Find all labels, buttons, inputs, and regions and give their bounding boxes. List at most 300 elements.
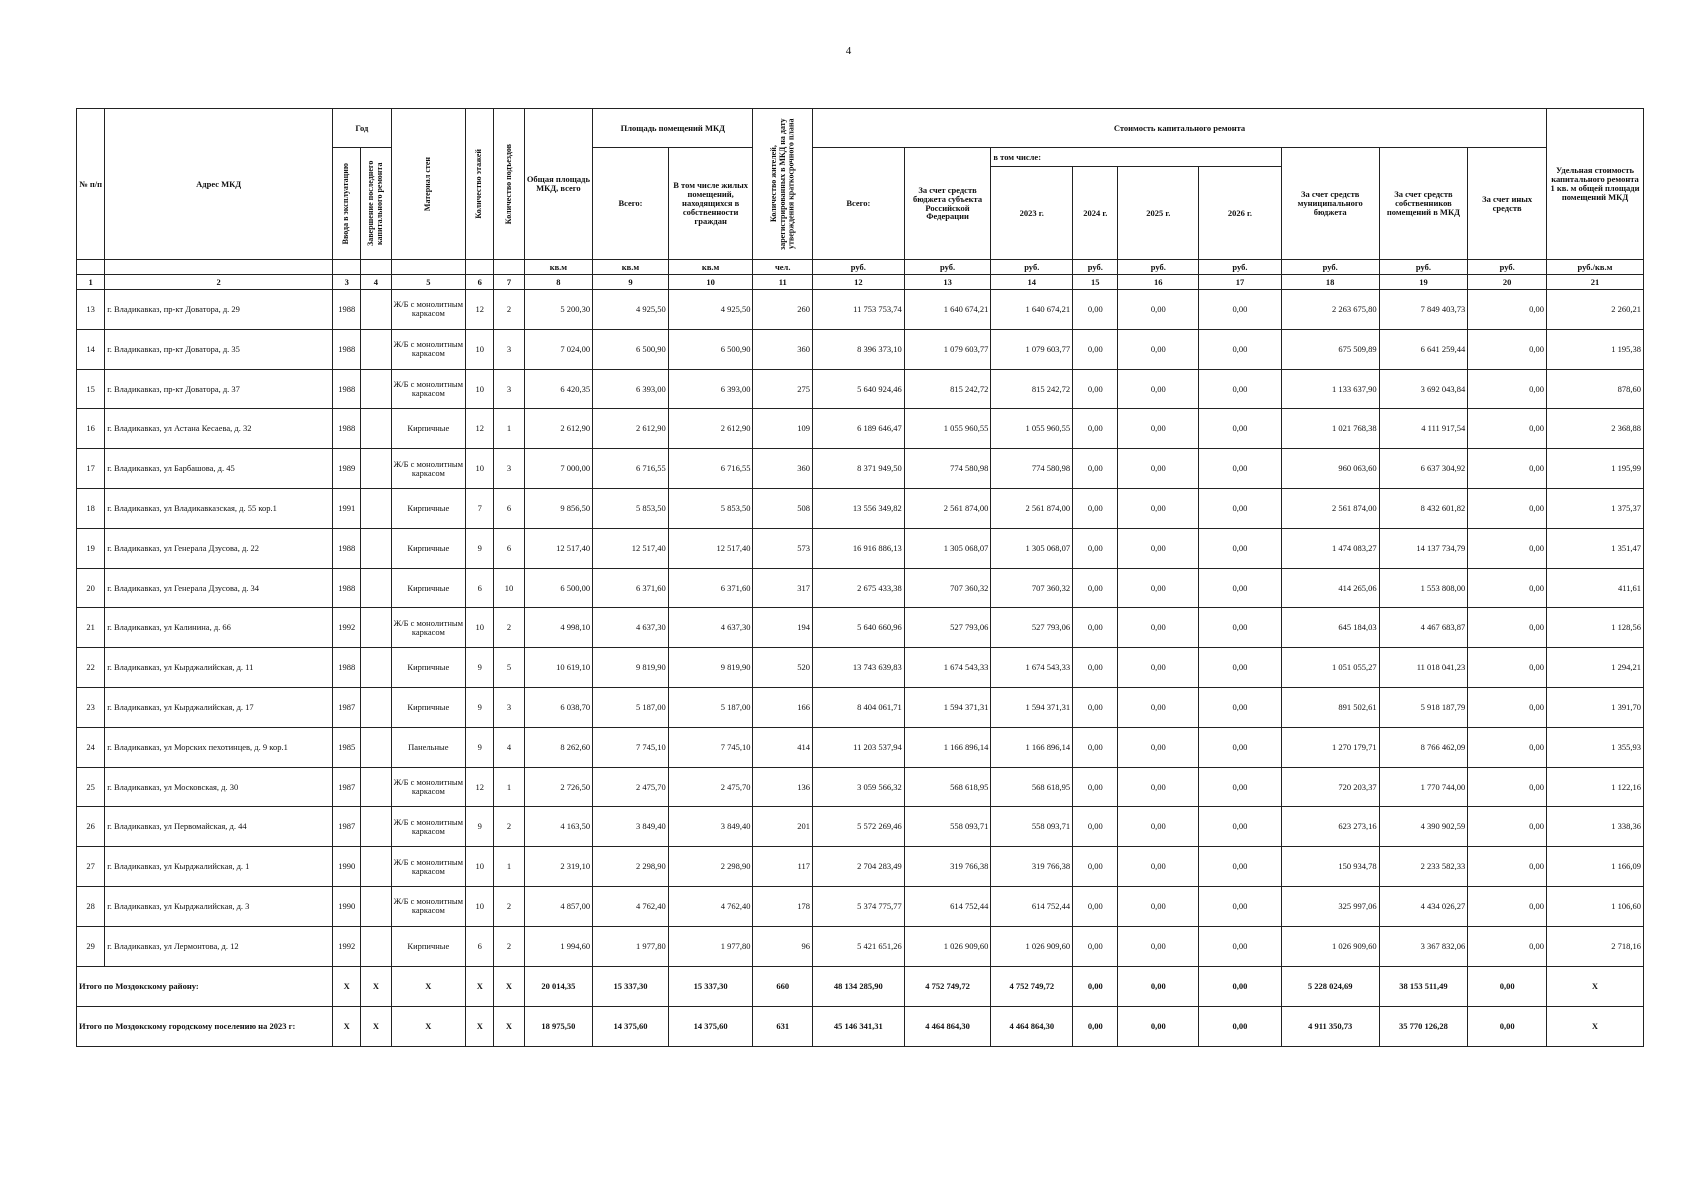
table-cell: 1 977,80: [668, 926, 753, 966]
header-cost-other: За счет иных средств: [1468, 148, 1547, 260]
header-incl: в том числе:: [991, 148, 1281, 167]
table-cell: 0,00: [1468, 488, 1547, 528]
table-cell: 1 305 068,07: [904, 528, 991, 568]
table-cell: 0,00: [1073, 687, 1118, 727]
table-cell: 891 502,61: [1281, 687, 1379, 727]
unit-cell: [333, 260, 361, 275]
header-residents: [753, 109, 812, 260]
header-year-group: Год: [333, 109, 391, 148]
header-unit-cost: Удельная стоимость капитального ремонта 1 кв. м общей площади помещений МКД: [1547, 109, 1644, 260]
table-cell: 0,00: [1073, 488, 1118, 528]
header-area-group: Площадь помещений МКД: [593, 109, 753, 148]
table-cell: 12: [466, 409, 494, 449]
table-cell: 4 762,40: [668, 886, 753, 926]
table-cell: [361, 687, 391, 727]
header-floors: [466, 109, 494, 260]
table-cell: 2 298,90: [593, 847, 669, 887]
table-cell: 11 753 753,74: [812, 290, 904, 330]
table-cell: 1 166,09: [1547, 847, 1644, 887]
total-cell: 4 464 864,30: [991, 1006, 1073, 1046]
total-cell: Х: [391, 1006, 466, 1046]
table-cell: 3 367 832,06: [1379, 926, 1468, 966]
table-cell: 1: [494, 847, 524, 887]
table-cell: 6 637 304,92: [1379, 449, 1468, 489]
total-row: [77, 1006, 1644, 1046]
table-row: [77, 727, 1644, 767]
table-cell: 1 055 960,55: [991, 409, 1073, 449]
total-cell: Х: [333, 966, 361, 1006]
table-cell: 1988: [333, 568, 361, 608]
table-cell: г. Владикавказ, ул Астана Кесаева, д. 32: [105, 409, 333, 449]
table-cell: 5 640 924,46: [812, 369, 904, 409]
table-cell: 2 319,10: [524, 847, 593, 887]
table-cell: г. Владикавказ, ул Лермонтова, д. 12: [105, 926, 333, 966]
table-cell: 0,00: [1073, 329, 1118, 369]
table-cell: 1990: [333, 886, 361, 926]
table-cell: 7 024,00: [524, 329, 593, 369]
table-cell: 4: [494, 727, 524, 767]
table-cell: 9: [466, 727, 494, 767]
table-cell: 3 059 566,32: [812, 767, 904, 807]
column-number: 11: [753, 275, 812, 290]
table-cell: 0,00: [1199, 807, 1282, 847]
table-cell: 414 265,06: [1281, 568, 1379, 608]
table-cell: 6: [466, 568, 494, 608]
table-cell: 4 434 026,27: [1379, 886, 1468, 926]
table-cell: 2 260,21: [1547, 290, 1644, 330]
column-number: 8: [524, 275, 593, 290]
table-cell: 614 752,44: [991, 886, 1073, 926]
header-entrances: [494, 109, 524, 260]
header-y2024: 2024 г.: [1073, 167, 1118, 260]
table-cell: 0,00: [1118, 369, 1199, 409]
table-cell: 3 849,40: [668, 807, 753, 847]
table-cell: [361, 568, 391, 608]
table-cell: 166: [753, 687, 812, 727]
table-cell: 178: [753, 886, 812, 926]
table-cell: Кирпичные: [391, 488, 466, 528]
table-cell: 3: [494, 369, 524, 409]
unit-cell: [361, 260, 391, 275]
header-cost-group: Стоимость капитального ремонта: [812, 109, 1546, 148]
table-cell: 109: [753, 409, 812, 449]
table-cell: 24: [77, 727, 105, 767]
table-cell: 8 432 601,82: [1379, 488, 1468, 528]
table-cell: 13 556 349,82: [812, 488, 904, 528]
table-cell: 0,00: [1468, 608, 1547, 648]
table-cell: 0,00: [1199, 449, 1282, 489]
table-cell: 2 368,88: [1547, 409, 1644, 449]
table-cell: г. Владикавказ, ул Барбашова, д. 45: [105, 449, 333, 489]
table-cell: г. Владикавказ, ул Кырджалийская, д. 3: [105, 886, 333, 926]
table-cell: 1987: [333, 807, 361, 847]
table-cell: 2 263 675,80: [1281, 290, 1379, 330]
total-cell: 0,00: [1073, 966, 1118, 1006]
table-cell: 1985: [333, 727, 361, 767]
table-cell: 136: [753, 767, 812, 807]
table-cell: 2 561 874,00: [991, 488, 1073, 528]
table-cell: 7 745,10: [593, 727, 669, 767]
table-cell: 0,00: [1199, 568, 1282, 608]
capital-repair-table: [76, 108, 1644, 1047]
unit-cell: кв.м: [524, 260, 593, 275]
table-cell: 508: [753, 488, 812, 528]
table-cell: 1 305 068,07: [991, 528, 1073, 568]
total-cell: 4 752 749,72: [991, 966, 1073, 1006]
total-cell: 4 911 350,73: [1281, 1006, 1379, 1046]
table-row: [77, 767, 1644, 807]
header-y2023: 2023 г.: [991, 167, 1073, 260]
table-cell: 16: [77, 409, 105, 449]
total-cell: Х: [1547, 966, 1644, 1006]
table-cell: 5 640 660,96: [812, 608, 904, 648]
unit-cell: [105, 260, 333, 275]
table-cell: 12: [466, 767, 494, 807]
table-cell: 1 375,37: [1547, 488, 1644, 528]
table-cell: 0,00: [1118, 329, 1199, 369]
table-cell: 4 637,30: [593, 608, 669, 648]
table-cell: 0,00: [1118, 528, 1199, 568]
total-label: Итого по Моздокскому городскому поселению на 2023 г:: [77, 1006, 333, 1046]
table-cell: 1 553 808,00: [1379, 568, 1468, 608]
table-cell: 25: [77, 767, 105, 807]
table-cell: 14: [77, 329, 105, 369]
table-cell: 0,00: [1468, 409, 1547, 449]
table-cell: 8 404 061,71: [812, 687, 904, 727]
table-cell: 1 977,80: [593, 926, 669, 966]
table-cell: 12: [466, 290, 494, 330]
table-cell: Ж/Б с монолитным каркасом: [391, 807, 466, 847]
table-cell: 7 000,00: [524, 449, 593, 489]
unit-cell: [494, 260, 524, 275]
table-cell: 0,00: [1073, 886, 1118, 926]
table-cell: 0,00: [1468, 648, 1547, 688]
table-cell: 194: [753, 608, 812, 648]
unit-cell: руб.: [1281, 260, 1379, 275]
table-cell: [361, 290, 391, 330]
table-cell: г. Владикавказ, ул Генерала Дзусова, д. 34: [105, 568, 333, 608]
table-cell: 9 819,90: [593, 648, 669, 688]
table-cell: 6 500,90: [668, 329, 753, 369]
header-area-living: В том числе жилых помещений, находящихся в собственности граждан: [668, 148, 753, 260]
table-cell: г. Владикавказ, ул Первомайская, д. 44: [105, 807, 333, 847]
table-cell: 0,00: [1073, 847, 1118, 887]
total-cell: 0,00: [1199, 1006, 1282, 1046]
table-cell: 7 849 403,73: [1379, 290, 1468, 330]
table-cell: 7 745,10: [668, 727, 753, 767]
table-cell: 1 051 055,27: [1281, 648, 1379, 688]
table-cell: 2 704 283,49: [812, 847, 904, 887]
table-cell: 2 233 582,33: [1379, 847, 1468, 887]
column-number: 13: [904, 275, 991, 290]
table-cell: 0,00: [1199, 329, 1282, 369]
header-year-commission: [333, 148, 361, 260]
table-cell: 1987: [333, 767, 361, 807]
table-cell: Ж/Б с монолитным каркасом: [391, 767, 466, 807]
table-cell: 0,00: [1199, 926, 1282, 966]
header-cost-subject: За счет средств бюджета субъекта Российской Федерации: [904, 148, 991, 260]
table-cell: Панельные: [391, 727, 466, 767]
table-cell: 0,00: [1199, 687, 1282, 727]
table-cell: 10: [466, 608, 494, 648]
table-cell: 11 018 041,23: [1379, 648, 1468, 688]
table-cell: 1 294,21: [1547, 648, 1644, 688]
table-cell: 0,00: [1468, 568, 1547, 608]
total-cell: Х: [1547, 1006, 1644, 1046]
table-cell: 1 270 179,71: [1281, 727, 1379, 767]
column-number: 3: [333, 275, 361, 290]
table-cell: 0,00: [1199, 528, 1282, 568]
table-cell: 878,60: [1547, 369, 1644, 409]
unit-cell: руб.: [1118, 260, 1199, 275]
table-cell: 7: [466, 488, 494, 528]
table-cell: 1988: [333, 648, 361, 688]
table-cell: 2 561 874,00: [904, 488, 991, 528]
table-cell: 414: [753, 727, 812, 767]
table-cell: 360: [753, 329, 812, 369]
unit-cell: руб.: [991, 260, 1073, 275]
table-cell: 16 916 886,13: [812, 528, 904, 568]
table-cell: 0,00: [1118, 807, 1199, 847]
table-row: [77, 528, 1644, 568]
table-cell: г. Владикавказ, ул Морских пехотинцев, д. 9 кор.1: [105, 727, 333, 767]
table-cell: 1 195,38: [1547, 329, 1644, 369]
column-number: 18: [1281, 275, 1379, 290]
table-cell: 275: [753, 369, 812, 409]
table-cell: 96: [753, 926, 812, 966]
table-cell: 1 474 083,27: [1281, 528, 1379, 568]
unit-cell: руб.: [1073, 260, 1118, 275]
table-cell: 3: [494, 687, 524, 727]
table-cell: 0,00: [1118, 488, 1199, 528]
table-cell: 5 853,50: [668, 488, 753, 528]
table-cell: 6 500,00: [524, 568, 593, 608]
total-cell: Х: [466, 1006, 494, 1046]
table-cell: 2 561 874,00: [1281, 488, 1379, 528]
table-cell: 4 925,50: [668, 290, 753, 330]
header-floors-text: Количество этажей: [474, 149, 484, 219]
table-cell: г. Владикавказ, пр-кт Доватора, д. 35: [105, 329, 333, 369]
table-cell: 2 475,70: [593, 767, 669, 807]
table-cell: 5 187,00: [593, 687, 669, 727]
table-cell: Кирпичные: [391, 926, 466, 966]
table-cell: 1 122,16: [1547, 767, 1644, 807]
table-cell: 4 637,30: [668, 608, 753, 648]
table-cell: 1991: [333, 488, 361, 528]
table-cell: 6 393,00: [593, 369, 669, 409]
table-cell: 0,00: [1468, 847, 1547, 887]
table-cell: 1 128,56: [1547, 608, 1644, 648]
header-entrances-text: Количество подъездов: [503, 143, 513, 225]
table-cell: 19: [77, 528, 105, 568]
table-cell: 0,00: [1199, 369, 1282, 409]
total-cell: 0,00: [1073, 1006, 1118, 1046]
table-cell: 10: [466, 329, 494, 369]
unit-cell: руб./кв.м: [1547, 260, 1644, 275]
table-cell: [361, 648, 391, 688]
total-label: Итого по Моздокскому району:: [77, 966, 333, 1006]
table-cell: 10: [466, 847, 494, 887]
table-cell: 960 063,60: [1281, 449, 1379, 489]
header-year-last-repair-text: Завершение последнего капитального ремонта: [366, 160, 384, 247]
table-cell: 1 594 371,31: [904, 687, 991, 727]
table-cell: 1 079 603,77: [904, 329, 991, 369]
table-cell: 29: [77, 926, 105, 966]
table-cell: Ж/Б с монолитным каркасом: [391, 290, 466, 330]
table-cell: [361, 847, 391, 887]
table-cell: 4 857,00: [524, 886, 593, 926]
table-cell: 0,00: [1468, 767, 1547, 807]
table-cell: 0,00: [1073, 926, 1118, 966]
table-row: [77, 568, 1644, 608]
column-number: 19: [1379, 275, 1468, 290]
table-cell: 21: [77, 608, 105, 648]
table-cell: 0,00: [1118, 449, 1199, 489]
total-cell: 4 464 864,30: [904, 1006, 991, 1046]
total-cell: 15 337,30: [668, 966, 753, 1006]
table-cell: г. Владикавказ, ул Кырджалийская, д. 1: [105, 847, 333, 887]
total-cell: 5 228 024,69: [1281, 966, 1379, 1006]
table-cell: 1 026 909,60: [1281, 926, 1379, 966]
table-row: [77, 926, 1644, 966]
table-cell: 1 594 371,31: [991, 687, 1073, 727]
table-cell: 0,00: [1468, 449, 1547, 489]
table-cell: г. Владикавказ, пр-кт Доватора, д. 37: [105, 369, 333, 409]
table-cell: 0,00: [1073, 807, 1118, 847]
table-cell: [361, 926, 391, 966]
table-cell: 1: [494, 767, 524, 807]
table-cell: 1 106,60: [1547, 886, 1644, 926]
table-cell: 0,00: [1118, 926, 1199, 966]
table-cell: 319 766,38: [904, 847, 991, 887]
table-cell: 10: [466, 886, 494, 926]
table-cell: 10: [466, 449, 494, 489]
table-cell: 17: [77, 449, 105, 489]
table-cell: 1 021 768,38: [1281, 409, 1379, 449]
table-cell: 0,00: [1199, 409, 1282, 449]
table-cell: Кирпичные: [391, 568, 466, 608]
table-cell: 18: [77, 488, 105, 528]
total-cell: 631: [753, 1006, 812, 1046]
column-number: 9: [593, 275, 669, 290]
table-cell: 9: [466, 528, 494, 568]
table-cell: 5 187,00: [668, 687, 753, 727]
unit-cell: кв.м: [593, 260, 669, 275]
table-row: [77, 449, 1644, 489]
table-cell: 23: [77, 687, 105, 727]
header-wall-material: [391, 109, 466, 260]
table-cell: [361, 329, 391, 369]
table-cell: 558 093,71: [904, 807, 991, 847]
total-cell: Х: [391, 966, 466, 1006]
table-cell: 8 396 373,10: [812, 329, 904, 369]
table-cell: 0,00: [1468, 329, 1547, 369]
table-cell: 1 640 674,21: [904, 290, 991, 330]
total-cell: 18 975,50: [524, 1006, 593, 1046]
total-cell: 4 752 749,72: [904, 966, 991, 1006]
table-cell: г. Владикавказ, ул Кырджалийская, д. 17: [105, 687, 333, 727]
table-cell: 12 517,40: [524, 528, 593, 568]
page-number: 4: [845, 45, 852, 57]
column-number: 2: [105, 275, 333, 290]
table-cell: 201: [753, 807, 812, 847]
table-cell: 5: [494, 648, 524, 688]
table-cell: 3 692 043,84: [1379, 369, 1468, 409]
table-cell: 26: [77, 807, 105, 847]
table-cell: 815 242,72: [904, 369, 991, 409]
table-cell: 0,00: [1118, 847, 1199, 887]
table-cell: 0,00: [1199, 847, 1282, 887]
table-cell: 8 262,60: [524, 727, 593, 767]
table-cell: 1992: [333, 926, 361, 966]
table-cell: 4 163,50: [524, 807, 593, 847]
table-cell: 1 026 909,60: [904, 926, 991, 966]
table-cell: 0,00: [1118, 568, 1199, 608]
unit-cell: руб.: [1379, 260, 1468, 275]
table-cell: [361, 488, 391, 528]
table-cell: 0,00: [1073, 528, 1118, 568]
table-cell: Кирпичные: [391, 409, 466, 449]
table-cell: 4 390 902,59: [1379, 807, 1468, 847]
total-cell: 0,00: [1199, 966, 1282, 1006]
table-cell: 1 166 896,14: [904, 727, 991, 767]
table-cell: 14 137 734,79: [1379, 528, 1468, 568]
table-cell: 0,00: [1199, 886, 1282, 926]
table-cell: 1 079 603,77: [991, 329, 1073, 369]
table-cell: 2 475,70: [668, 767, 753, 807]
table-cell: 0,00: [1199, 488, 1282, 528]
table-cell: Ж/Б с монолитным каркасом: [391, 608, 466, 648]
total-cell: 14 375,60: [593, 1006, 669, 1046]
column-number: 5: [391, 275, 466, 290]
table-cell: [361, 727, 391, 767]
table-cell: 20: [77, 568, 105, 608]
table-cell: 0,00: [1118, 886, 1199, 926]
table-cell: 9: [466, 648, 494, 688]
column-number: 6: [466, 275, 494, 290]
table-cell: 1988: [333, 409, 361, 449]
table-cell: 5 421 651,26: [812, 926, 904, 966]
table-cell: Ж/Б с монолитным каркасом: [391, 369, 466, 409]
table-cell: 4 111 917,54: [1379, 409, 1468, 449]
table-cell: 2: [494, 926, 524, 966]
table-cell: 5 374 775,77: [812, 886, 904, 926]
table-cell: 1 195,99: [1547, 449, 1644, 489]
table-cell: 6 371,60: [668, 568, 753, 608]
table-cell: 360: [753, 449, 812, 489]
table-row: [77, 409, 1644, 449]
table-cell: 1988: [333, 290, 361, 330]
unit-cell: [77, 260, 105, 275]
table-cell: 2: [494, 290, 524, 330]
table-cell: Ж/Б с монолитным каркасом: [391, 329, 466, 369]
table-row: [77, 290, 1644, 330]
table-cell: 5 853,50: [593, 488, 669, 528]
table-cell: [361, 528, 391, 568]
table-cell: 6 716,55: [668, 449, 753, 489]
table-cell: г. Владикавказ, пр-кт Доватора, д. 29: [105, 290, 333, 330]
column-number: 20: [1468, 275, 1547, 290]
unit-cell: кв.м: [668, 260, 753, 275]
table-row: [77, 648, 1644, 688]
table-cell: 1: [494, 409, 524, 449]
unit-cell: руб.: [1468, 260, 1547, 275]
table-cell: 9: [466, 687, 494, 727]
table-cell: 623 273,16: [1281, 807, 1379, 847]
table-cell: 774 580,98: [991, 449, 1073, 489]
table-cell: 4 762,40: [593, 886, 669, 926]
table-cell: 0,00: [1468, 528, 1547, 568]
